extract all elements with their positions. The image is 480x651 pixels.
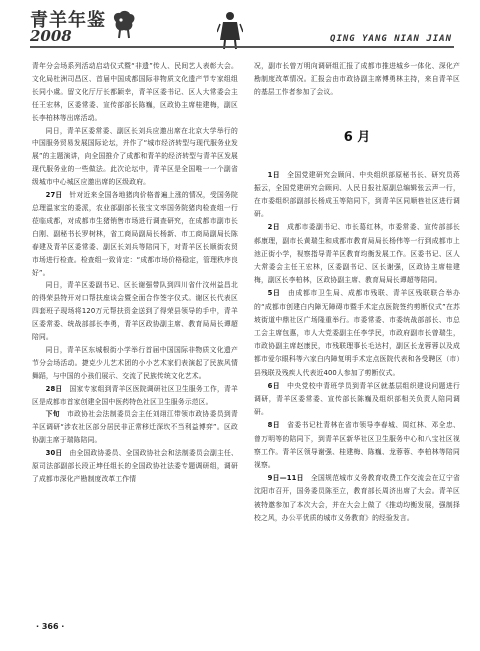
entry-date: 1日 (267, 170, 280, 179)
entry-date: 30日 (45, 449, 63, 458)
entry-text: 同日，青羊区委常委、副区长刘兵应邀出席在北京大学举行的中国服务贸易发展国际论坛，并作了“城市经济转型与现代服务业发展”的主题演讲，向全国推介了成都和青羊的经济转型与青羊区发展现代服务业的一些做法。此次论坛中，青羊区是全国唯一一个副省级城市中心城区应邀出席的区级政府。 (32, 126, 238, 187)
chronicle-entry (32, 60, 238, 125)
chronicle-entry (254, 287, 460, 379)
entry-text: 中央党校中青班学员到青羊区就基层组织建设问题进行调研，青羊区委常委、宣传部长陈巍及组织部相关负责人陪同调研。 (254, 381, 460, 417)
entry-text: 同日，青羊区东城根街小学举行首届中国国际非物质文化遗产节分会场活动。捷克少儿艺术团的小小艺术家们表演起了民族风情舞蹈，与中国的小孩们展示、交流了民族传统文化艺术。 (32, 345, 238, 380)
entry-text: 由全国政协委员、全国政协社会和法制委员会副主任、原司法部副部长段正坤任组长的全国政协社法委专题调研组，调研了成都市深化产勘制度改革工作情 (32, 449, 238, 483)
entry-date: 5日 (267, 289, 281, 298)
entry-date: 2日 (267, 223, 280, 232)
header-divider (30, 46, 454, 48)
entry-date: 9日—11日 (267, 474, 304, 483)
running-head: QING YANG NIAN JIAN (330, 34, 452, 44)
entry-text: 市政协社会法制委员会主任刘翊江带领市政协委员到青羊区调研“涉农社区部分居民非正常移迁深坎不当利益博弈”。区政协副主席于瑞陈陪同。 (32, 410, 238, 445)
chronicle-entry (32, 383, 238, 409)
entry-date: 27日 (45, 191, 63, 200)
chronicle-entry (32, 344, 238, 383)
right-column (254, 60, 460, 525)
page-header (0, 0, 480, 54)
entry-text: 省委书记杜青林在省市领导李春城、周红林、邓全忠、曾万明等的陪同下，到青羊区新华社区卫生服务中心和八宝社区视察工作。青羊区领导谢强、桂建梅、陈巍、龙蓉蓉、李柏林等陪同视察。 (254, 421, 460, 470)
chronicle-entry (32, 447, 238, 486)
chronicle-entry (32, 408, 238, 447)
entry-date: 8日 (267, 421, 280, 430)
entry-text: 全国规范城市义务教育收费工作交流会在辽宁省沈阳市召开，国务委员陈至立，教育部长周济出席了大会。青羊区被特邀参加了本次大会，并在大会上做了《推动均衡发展，强制择校之风，办公平优质的城市义务教育》的经验发言。 (254, 474, 461, 522)
entry-date: 28日 (45, 384, 63, 393)
month-heading: 6 月 (343, 129, 371, 145)
yearbook-title: 青羊年鉴 (30, 10, 106, 31)
decorative-figure-icon (217, 10, 243, 50)
yearbook-year: 2008 (30, 27, 72, 45)
entry-text: 同日，青羊区委副书记、区长谢强带队到四川省什汶州益昌北的得荣县特开对口帮扶座谈会暨全面合作签字仪式。谢区长代表区四套班子现场将120万元帮扶资金送到了得荣县领导的手中，青羊区委常委、统战部部长李勇，青羊区政协副主席、教育局局长谭超陪同。 (32, 281, 238, 342)
continued-paragraph: 况，副市长曾万明向调研组汇报了成都市推进城乡一体化、深化产勘制度改革情况。汇报会由市政协副主席傅勇林主持，来自青羊区的基层工作者参加了会议。 (254, 62, 460, 97)
chronicle-entry (254, 169, 460, 222)
chronicle-entry (254, 472, 460, 525)
entry-text: 国家专家组到青羊区医院调研社区卫生服务工作，青羊区是成都市首家创建全国中医药特色社区卫生服务示范区。 (32, 384, 238, 406)
chronicle-entry (254, 380, 460, 420)
chronicle-entry (254, 419, 460, 472)
entry-text: 全国党建研究会顾问、中央组织部原秘书长、研究员蒋振云，全国党建研究会顾问、人民日报社原副总编辑张云声一行，在市委组织部副部长杨成玉等陪同下，到青羊区同顺巷社区进行调研。 (254, 170, 460, 219)
chronicle-entry (32, 279, 238, 344)
entry-text: 由成都市卫生局、成都市残联、青羊区残联联合举办的“成都市创建白内障无障碍市暨手术定点医院签约剪断仪式”在苏坡街道中鼎社区广场隆重举行。市委常委、市委统战部部长、市总工会主席包惠，市人大党委副主任李学民，市政府副市长曾瑞生，市政协副主席赵康民，市残联理事长毛达村，副区长龙蓉蓉以及成都市爱尔眼科等六家白内障复明手术定点医院代表和各受聘区（市）县残联及残疾人代表近400人参加了剪断仪式。 (254, 289, 461, 377)
sheep-logo-icon (110, 8, 138, 40)
page-number: · 366 · (36, 622, 65, 631)
entry-date: 下旬 (45, 410, 60, 419)
entry-text: 成都市委副书记、市长葛红林，市委常委、宣传部部长郝康理，副市长黄瑞生和成都市教育局局长杨伟等一行到成都市上池正街小学，视察指导青羊区教育均衡发展工作。区委书记、区人大常委会主任王宏林，区委副书记、区长谢强，区政协主席桂建梅，副区长李柏林，区政协副主席、教育局局长谭超等陪同。 (254, 223, 460, 285)
entry-text: 针对近来全国各地猪肉价格普遍上涨的情况，受国务院总理温家宝的委派，农业部副部长张宝文率国务院猪肉检查组一行莅临成都，对成都市生猪销售市场进行调查研究，在成都市副市长白刚、副秘书长罗树林，省工商局副局长杨新、市工商局副局长陈春建及青羊区委常委、副区长刘兵等陪同下，对青羊区长顺街农贸市场进行检查。检查组一致肯定：“成都市场价格稳定，管理秩序良好”。 (32, 191, 238, 277)
left-column (32, 60, 238, 486)
entry-text: 青年分会场系列活动启动仪式暨“非遗”传人、民间艺人表彰大会。文化局杜洲司昌区、首届中国成都国际非物质文化遗产节专家组组长同小虞。留文化厅厅长都颖幸，青羊区委书记、区人大常委会主任王宏林，区委常委、宣传部部长陈巍，区政协主席桂建梅，副区长李柏林等出席活动。 (32, 62, 238, 122)
chronicle-entry (32, 125, 238, 190)
entry-date: 6日 (267, 381, 280, 390)
chronicle-entry (32, 189, 238, 279)
chronicle-entry (254, 221, 460, 287)
